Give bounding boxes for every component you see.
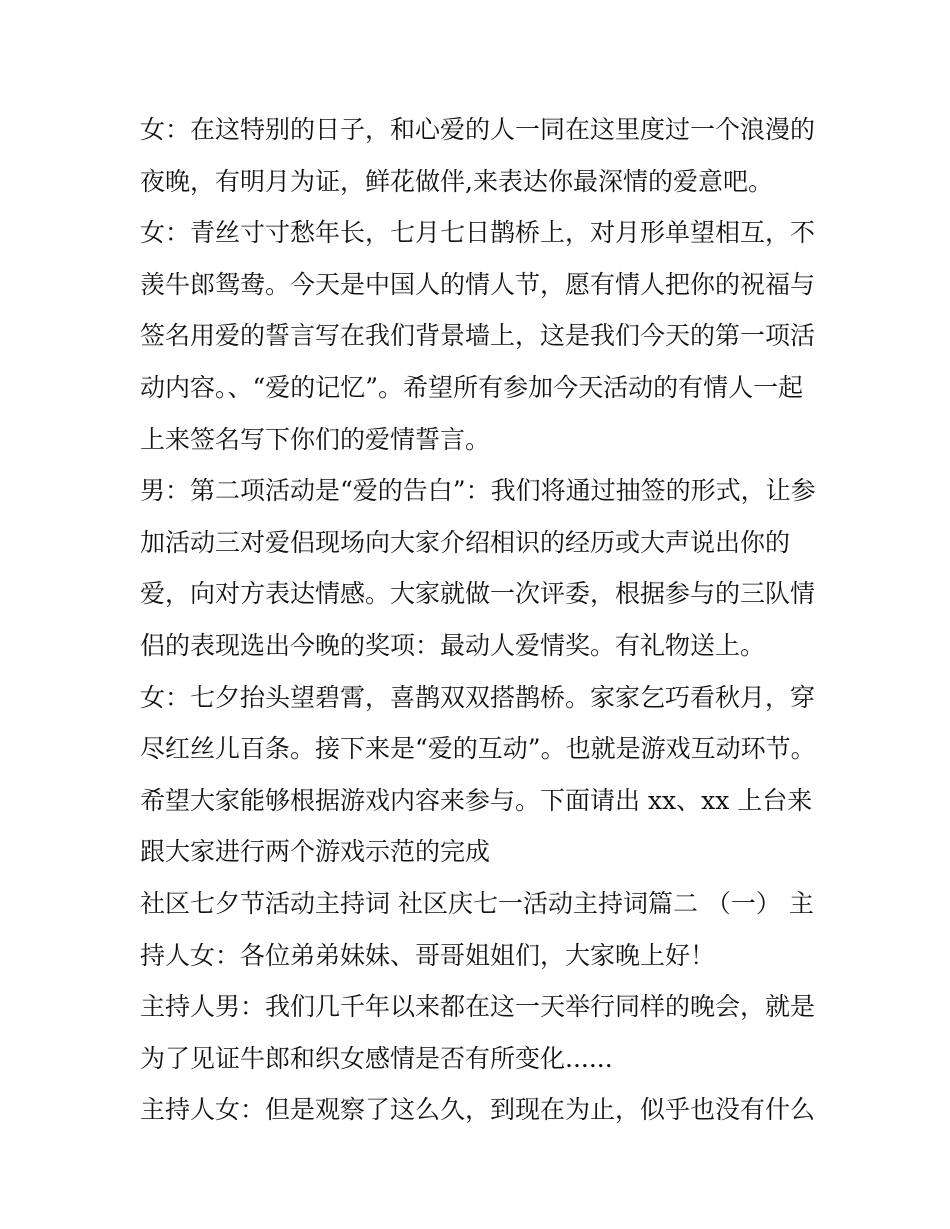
paragraph-female-interaction (140, 672, 820, 878)
text-line: 为了见证牛郎和织女感情是否有所变化...... (140, 1043, 613, 1073)
text-line: 女：在这特别的日子，和心爱的人一同在这里度过一个浪漫的 (140, 115, 816, 144)
text-line: 主持人男：我们几千年以来都在这一天举行同样的晚会，就是 (140, 992, 816, 1022)
paragraph-female-signing (140, 207, 820, 465)
text-line: 侣的表现选出今晚的奖项：最动人爱情奖。有礼物送上。 (140, 630, 766, 660)
text-line: 女：七夕抬头望碧霄，喜鹊双双搭鹊桥。家家乞巧看秋月，穿 (140, 682, 816, 712)
text-line: 加活动三对爱侣现场向大家介绍相识的经历或大声说出你的 (140, 527, 791, 557)
text-line: 男：第二项活动是“爱的告白”：我们将通过抽签的形式，让参 (140, 476, 816, 506)
text-line: 动内容。、“爱的记忆”。希望所有参加今天活动的有情人一起 (140, 372, 804, 402)
text-line: 希望大家能够根据游戏内容来参与。下面请出 xx、xx 上台来 (140, 785, 813, 815)
paragraph-host-female (140, 1084, 820, 1136)
document-body (140, 104, 820, 1136)
paragraph-host-male (140, 981, 820, 1084)
paragraph-female-opening (140, 104, 820, 207)
text-line: 夜晚，有明月为证，鲜花做伴,来表达你最深情的爱意吧。 (140, 166, 773, 196)
text-line: 尽红丝儿百条。接下来是“爱的互动”。也就是游戏互动环节。 (140, 734, 816, 764)
text-line: 主持人女：但是观察了这么久，到现在为止，似乎也没有什么 (140, 1095, 816, 1125)
text-line: 爱，向对方表达情感。大家就做一次评委，根据参与的三队情 (140, 579, 816, 609)
text-line: 女：青丝寸寸愁年长，七月七日鹊桥上，对月形单望相互，不 (140, 218, 816, 248)
paragraph-section-two-heading (140, 878, 820, 981)
text-line: 持人女：各位弟弟妹妹、哥哥姐姐们，大家晚上好！ (140, 940, 716, 970)
text-line: 签名用爱的誓言写在我们背景墙上，这是我们今天的第一项活 (140, 321, 816, 351)
text-line: 跟大家进行两个游戏示范的完成 (140, 837, 491, 867)
text-line: 上来签名写下你们的爱情誓言。 (140, 424, 491, 454)
text-line: 羡牛郎鸳鸯。今天是中国人的情人节，愿有情人把你的祝福与 (140, 269, 816, 299)
paragraph-male-confession (140, 465, 820, 671)
text-line: 社区七夕节活动主持词 社区庆七一活动主持词篇二 （一） 主 (140, 888, 814, 918)
